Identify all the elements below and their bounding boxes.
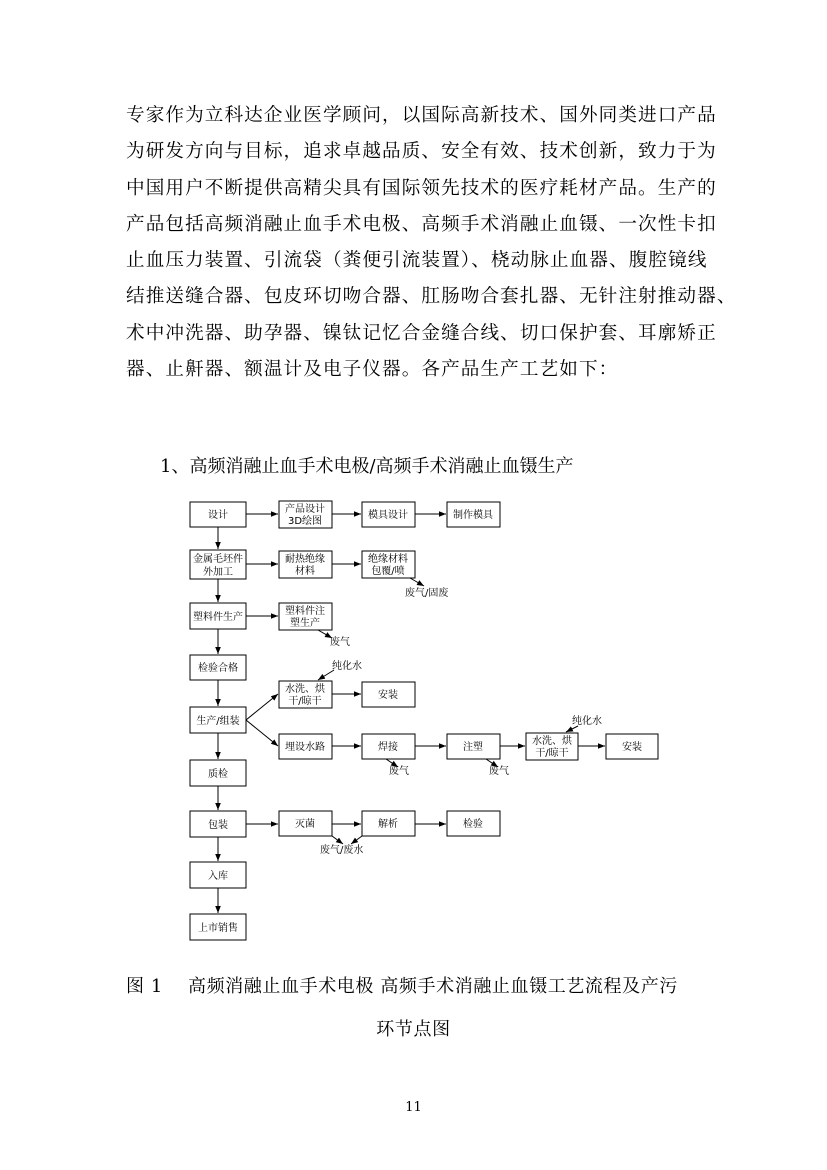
svg-text:耐热绝缘: 耐热绝缘 — [285, 554, 325, 565]
body-line: 中国用户不断提供高精尖具有国际领先技术的医疗耗材产品。生产的 — [126, 177, 717, 199]
emission-waste-gas-solid: 废气/固废 — [405, 588, 449, 599]
node-welding — [362, 734, 415, 759]
svg-text:材料: 材料 — [295, 566, 315, 577]
figure-caption — [126, 972, 701, 998]
svg-text:上市销售: 上市销售 — [198, 923, 238, 934]
svg-text:外加工: 外加工 — [203, 567, 233, 578]
body-line: 为研发方向与目标，追求卓越品质、安全有效、技术创新，致力于为 — [126, 141, 717, 163]
svg-text:塑生产: 塑生产 — [290, 618, 320, 629]
figure-number: 图 1 — [126, 976, 163, 997]
node-inspection-pass — [190, 655, 246, 680]
svg-text:注塑: 注塑 — [463, 742, 483, 753]
node-product-design — [279, 501, 332, 528]
input-pure-water: 纯化水 — [332, 661, 362, 672]
svg-text:水洗、烘: 水洗、烘 — [532, 736, 572, 747]
svg-text:干/晾干: 干/晾干 — [535, 748, 569, 759]
svg-text:生产/组装: 生产/组装 — [196, 716, 240, 727]
svg-text:塑料件注: 塑料件注 — [285, 606, 325, 617]
svg-text:模具设计: 模具设计 — [368, 510, 408, 521]
svg-text:埋设水路: 埋设水路 — [285, 742, 325, 753]
input-pure-water: 纯化水 — [572, 716, 602, 727]
body-line: 器、止鼾器、额温计及电子仪器。各产品生产工艺如下： — [126, 359, 619, 381]
node-plastic-production — [190, 603, 246, 629]
svg-text:焊接: 焊接 — [378, 742, 398, 753]
node-warehousing — [190, 862, 246, 888]
node-design — [190, 502, 246, 527]
emission-waste-gas: 废气 — [489, 766, 509, 777]
node-packaging — [190, 811, 246, 837]
svg-text:安装: 安装 — [622, 742, 642, 753]
node-sterilization — [279, 811, 332, 836]
node-make-mold — [447, 502, 500, 527]
svg-text:包覆/喷: 包覆/喷 — [371, 566, 405, 577]
node-plastic-injection — [279, 603, 332, 630]
svg-text:水洗、烘: 水洗、烘 — [285, 684, 325, 695]
node-market-sales — [190, 914, 246, 940]
node-insulation-wrap — [362, 551, 415, 578]
node-mold-design — [362, 502, 415, 527]
node-metal-blank — [190, 550, 246, 579]
svg-text:制作模具: 制作模具 — [453, 510, 493, 521]
node-wash-dry — [279, 681, 332, 708]
svg-text:质检: 质检 — [208, 769, 228, 780]
svg-text:安装: 安装 — [378, 690, 398, 701]
node-install — [362, 682, 415, 707]
body-line: 术中冲洗器、助孕器、镍钛记忆合金缝合线、切口保护套、耳廓矫正 — [126, 322, 717, 344]
emission-waste-gas-water: 废气/废水 — [320, 845, 364, 856]
svg-text:产品设计: 产品设计 — [285, 504, 325, 515]
svg-text:解析: 解析 — [378, 819, 398, 830]
figure-caption-text: 高频消融止血手术电极 高频手术消融止血镊工艺流程及产污 — [188, 976, 678, 997]
body-line: 专家作为立科达企业医学顾问，以国际高新技术、国外同类进口产品 — [126, 105, 717, 126]
node-analysis — [362, 811, 415, 836]
page-number: 11 — [405, 1100, 422, 1115]
node-install-2 — [606, 734, 658, 759]
svg-text:干/晾干: 干/晾干 — [288, 696, 322, 707]
svg-text:塑料件生产: 塑料件生产 — [193, 612, 243, 623]
node-quality-check — [190, 760, 246, 786]
svg-text:检验: 检验 — [463, 819, 483, 830]
emission-waste-gas: 废气 — [330, 637, 350, 648]
svg-text:3D绘图: 3D绘图 — [287, 516, 323, 527]
node-testing — [447, 811, 500, 836]
emission-waste-gas: 废气 — [389, 766, 409, 777]
svg-text:金属毛坯件: 金属毛坯件 — [193, 554, 243, 565]
node-heat-insulation — [279, 551, 332, 578]
svg-text:包装: 包装 — [208, 820, 228, 831]
figure-caption-continued: 环节点图 — [376, 1019, 451, 1040]
body-line: 止血压力装置、引流袋（粪便引流装置）、桡动脉止血器、腹腔镜线 — [126, 250, 708, 272]
body-line: 结推送缝合器、包皮环切吻合器、肛肠吻合套扎器、无针注射推动器、 — [126, 286, 737, 308]
node-wash-dry-2 — [526, 733, 578, 760]
svg-text:检验合格: 检验合格 — [198, 663, 238, 674]
svg-text:入库: 入库 — [208, 871, 228, 882]
svg-text:绝缘材料: 绝缘材料 — [368, 554, 408, 565]
body-line: 产品包括高频消融止血手术电极、高频手术消融止血镊、一次性卡扣 — [126, 213, 717, 235]
node-injection-molding — [447, 734, 500, 759]
svg-text:灭菌: 灭菌 — [295, 819, 315, 830]
node-production-assembly — [190, 707, 246, 733]
svg-text:设计: 设计 — [208, 510, 228, 521]
section-title: 1、高频消融止血手术电极/高频手术消融止血镊生产 — [160, 456, 574, 477]
node-bury-waterway — [279, 734, 332, 759]
